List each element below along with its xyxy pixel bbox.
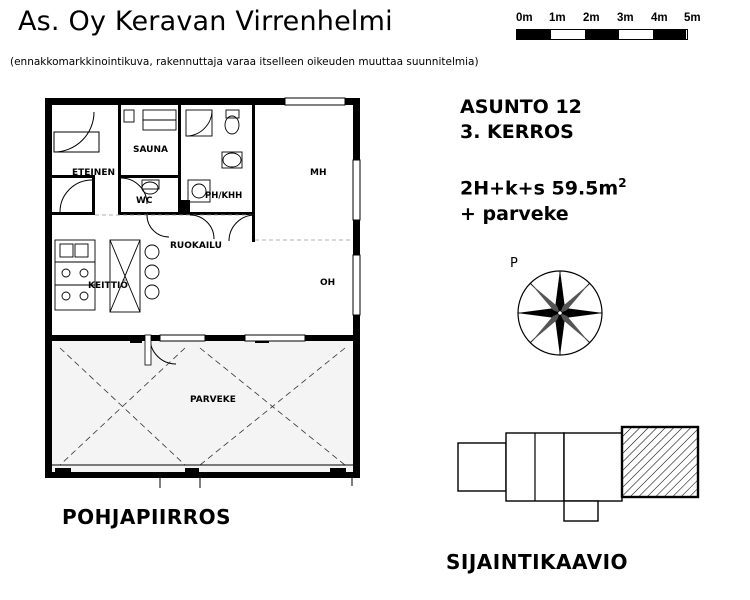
scale-tick-label: 1m xyxy=(549,12,566,24)
floorplan-caption: POHJAPIIRROS xyxy=(62,505,232,529)
compass-north-label: P xyxy=(510,256,518,271)
apartment-type-area xyxy=(460,170,627,201)
room-label-ruokailu: RUOKAILU xyxy=(170,241,222,251)
apartment-info xyxy=(460,95,582,145)
room-label-eteinen: ETEINEN xyxy=(72,168,115,178)
room-label-wc: WC xyxy=(136,196,153,206)
scale-bar-graphic xyxy=(516,29,688,40)
scale-tick-label: 2m xyxy=(583,12,600,24)
apartment-area-info xyxy=(460,170,627,227)
site-map-diagram xyxy=(440,415,720,535)
scale-bar xyxy=(516,12,706,40)
sitemap-caption: SIJAINTIKAAVIO xyxy=(446,550,629,574)
apartment-floor: 3. KERROS xyxy=(460,121,574,143)
compass-rose-icon xyxy=(505,258,615,368)
room-label-phkhh: PH/KHH xyxy=(205,191,243,201)
room-label-sauna: SAUNA xyxy=(133,145,168,155)
scale-tick-label: 0m xyxy=(516,12,533,24)
room-label-keittio: KEITTIÖ xyxy=(88,281,128,291)
disclaimer-text: (ennakkomarkkinointikuva, rakennuttaja varaa itselleen oikeuden muuttaa suunnitelmia) xyxy=(10,56,479,68)
page-title: As. Oy Keravan Virrenhelmi xyxy=(18,6,393,37)
apartment-unit: ASUNTO 12 xyxy=(460,96,582,118)
room-label-mh: MH xyxy=(310,168,327,178)
room-label-oh: OH xyxy=(320,278,336,288)
area-superscript: 2 xyxy=(618,176,627,190)
scale-tick-label: 4m xyxy=(651,12,668,24)
apartment-extra: + parveke xyxy=(460,203,569,226)
room-label-parveke: PARVEKE xyxy=(190,395,236,405)
scale-bar-labels xyxy=(516,12,706,28)
site-map-highlighted-unit xyxy=(622,427,698,497)
scale-tick-label: 5m xyxy=(684,12,701,24)
floor-plan-drawing xyxy=(0,80,430,500)
apartment-type-area-text: 2H+k+s 59.5m xyxy=(460,177,619,200)
scale-tick-label: 3m xyxy=(617,12,634,24)
